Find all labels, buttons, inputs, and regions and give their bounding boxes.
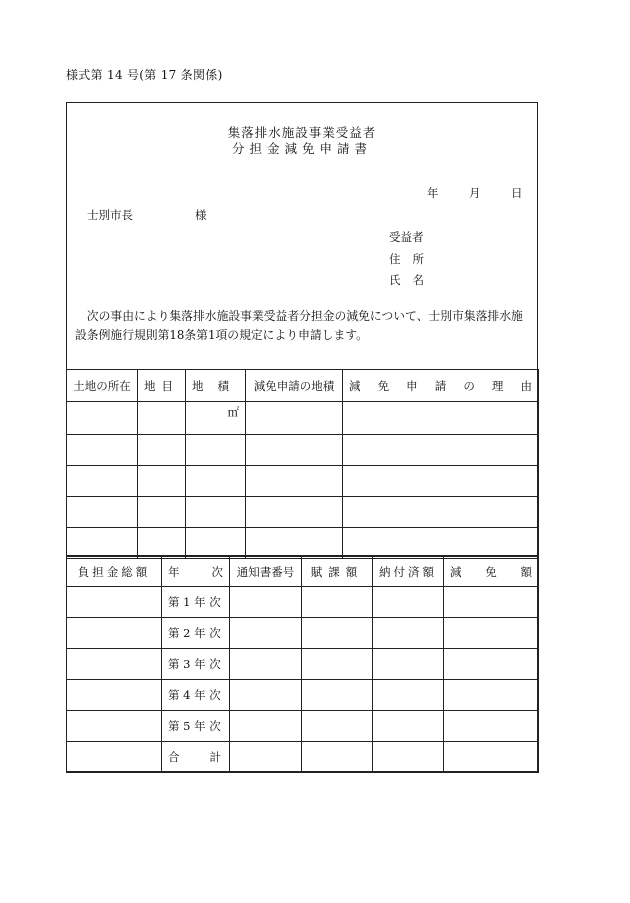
- header-notice-number: 通知書番号: [230, 556, 302, 587]
- table-row: [67, 680, 539, 711]
- reduction-amount-cell[interactable]: [444, 680, 539, 711]
- date-month-label: 月: [469, 186, 481, 200]
- table-row: [67, 649, 539, 680]
- applicant-label: 受益者: [389, 230, 424, 244]
- total-charge-cell[interactable]: [67, 587, 162, 618]
- reduction-reason-cell[interactable]: [343, 528, 539, 559]
- reduction-amount-cell[interactable]: [444, 649, 539, 680]
- header-land-category: 地目: [138, 370, 186, 402]
- header-reduction-reason: [343, 370, 539, 402]
- total-charge-cell[interactable]: [67, 618, 162, 649]
- reduction-area-cell[interactable]: [246, 528, 343, 559]
- header-reduction-amount-chars: 減 免 額: [450, 564, 532, 579]
- reduction-area-cell[interactable]: [246, 402, 343, 435]
- paid-amount-cell[interactable]: [373, 649, 444, 680]
- header-land-location: 土地の所在: [67, 370, 138, 402]
- form-number-label: 様式第 14 号(第 17 条関係): [66, 68, 223, 82]
- total-label: 合計: [162, 742, 230, 773]
- paid-amount-cell[interactable]: [373, 742, 444, 773]
- table-row-total: [67, 742, 539, 773]
- year-label: 第 5 年 次: [162, 711, 230, 742]
- land-location-cell[interactable]: [67, 466, 138, 497]
- form-title-line2: 分担金減免申請書: [231, 141, 372, 156]
- table-row: [67, 466, 539, 497]
- assessed-amount-cell[interactable]: [302, 587, 373, 618]
- table-row: [67, 618, 539, 649]
- land-category-cell[interactable]: [138, 402, 186, 435]
- reduction-area-cell[interactable]: [246, 435, 343, 466]
- land-category-cell[interactable]: [138, 528, 186, 559]
- payment-table: [66, 555, 539, 773]
- assessed-amount-cell[interactable]: [302, 711, 373, 742]
- land-area-cell[interactable]: [186, 528, 246, 559]
- application-form-frame: [66, 102, 538, 772]
- notice-number-cell[interactable]: [230, 587, 302, 618]
- land-area-cell[interactable]: [186, 497, 246, 528]
- year-label: 第 3 年 次: [162, 649, 230, 680]
- paid-amount-cell[interactable]: [373, 587, 444, 618]
- reduction-reason-cell[interactable]: [343, 466, 539, 497]
- reduction-amount-cell[interactable]: [444, 742, 539, 773]
- year-label: 第 4 年 次: [162, 680, 230, 711]
- total-charge-cell[interactable]: [67, 680, 162, 711]
- assessed-amount-cell[interactable]: [302, 649, 373, 680]
- applicant-address-label: 住所: [389, 252, 436, 266]
- total-charge-cell[interactable]: [67, 649, 162, 680]
- land-location-cell[interactable]: [67, 528, 138, 559]
- reduction-reason-cell[interactable]: [343, 497, 539, 528]
- date-year-label: 年: [427, 186, 439, 200]
- land-area-cell[interactable]: ㎡: [186, 402, 246, 435]
- header-assessed-amount: 賦課額: [302, 556, 373, 587]
- assessed-amount-cell[interactable]: [302, 742, 373, 773]
- reduction-reason-cell[interactable]: [343, 402, 539, 435]
- notice-number-cell[interactable]: [230, 680, 302, 711]
- notice-number-cell[interactable]: [230, 618, 302, 649]
- form-title-line1: 集落排水施設事業受益者: [227, 125, 377, 140]
- request-statement: 次の事由により集落排水施設事業受益者分担金の減免について、士別市集落排水施設条例施行規則第18条第1項の規定により申請します。: [75, 309, 523, 342]
- table-row: [67, 711, 539, 742]
- land-category-cell[interactable]: [138, 466, 186, 497]
- table-row: [67, 435, 539, 466]
- total-charge-cell[interactable]: [67, 742, 162, 773]
- reduction-amount-cell[interactable]: [444, 711, 539, 742]
- header-reduction-amount: [444, 556, 539, 587]
- land-category-cell[interactable]: [138, 497, 186, 528]
- addressee: 士別市長: [87, 208, 133, 222]
- reduction-amount-cell[interactable]: [444, 618, 539, 649]
- header-year: [162, 556, 230, 587]
- date-day-label: 日: [511, 186, 523, 200]
- reduction-area-cell[interactable]: [246, 497, 343, 528]
- land-table: [66, 369, 539, 559]
- land-area-cell[interactable]: [186, 466, 246, 497]
- reduction-reason-cell[interactable]: [343, 435, 539, 466]
- land-area-cell[interactable]: [186, 435, 246, 466]
- assessed-amount-cell[interactable]: [302, 618, 373, 649]
- table-row: [67, 497, 539, 528]
- notice-number-cell[interactable]: [230, 649, 302, 680]
- reduction-reason-chars: 減 免 申 請 の 理 由: [349, 378, 532, 393]
- assessed-amount-cell[interactable]: [302, 680, 373, 711]
- header-year-chars: 年 次: [168, 564, 223, 579]
- year-label: 第 1 年 次: [162, 587, 230, 618]
- header-total-charge: 負担金総額: [67, 556, 162, 587]
- paid-amount-cell[interactable]: [373, 618, 444, 649]
- reduction-amount-cell[interactable]: [444, 587, 539, 618]
- notice-number-cell[interactable]: [230, 711, 302, 742]
- land-location-cell[interactable]: [67, 497, 138, 528]
- header-reduction-area: 減免申請の地積: [246, 370, 343, 402]
- paid-amount-cell[interactable]: [373, 680, 444, 711]
- table-row: [67, 587, 539, 618]
- paid-amount-cell[interactable]: [373, 711, 444, 742]
- table-row: [67, 402, 539, 435]
- year-label: 第 2 年 次: [162, 618, 230, 649]
- total-charge-cell[interactable]: [67, 711, 162, 742]
- payment-table-header: [67, 556, 539, 587]
- applicant-name-label: 氏名: [389, 273, 436, 287]
- table-row: [67, 528, 539, 559]
- reduction-area-cell[interactable]: [246, 466, 343, 497]
- land-location-cell[interactable]: [67, 402, 138, 435]
- land-table-header: [67, 370, 539, 402]
- land-category-cell[interactable]: [138, 435, 186, 466]
- header-land-area: 地積: [186, 370, 246, 402]
- header-paid-amount: 納付済額: [373, 556, 444, 587]
- land-location-cell[interactable]: [67, 435, 138, 466]
- honorific: 様: [195, 208, 207, 222]
